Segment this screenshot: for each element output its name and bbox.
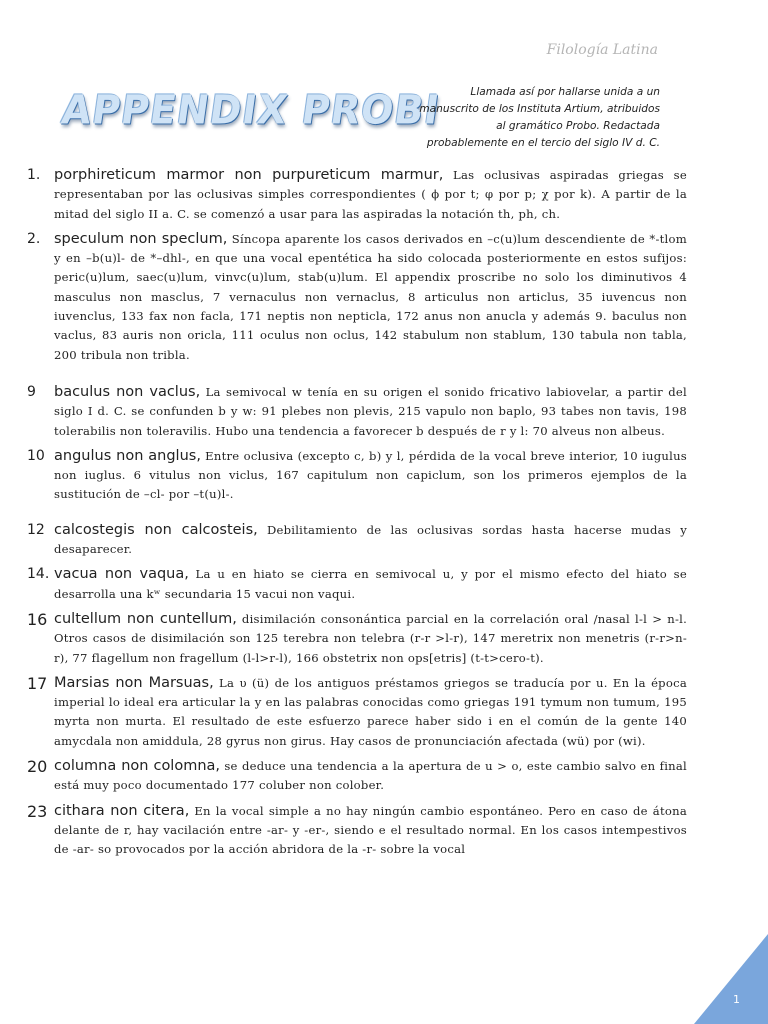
entry-headword: Marsias non Marsuas, [54,674,214,691]
entry-number: 1. [27,167,41,183]
entry-number: 2. [27,230,41,247]
entry-number: 10 [27,447,45,464]
entry-text: La semivocal w tenía en su origen el sonido fricativo labiovelar, a partir del siglo I d. C. se confunden b y w: 91 plebes non plevis, 215 vapulo non baplo, 93 tabes non tavis, 198 tolerabilis non toleravilis. Hubo una tendencia a favorecer b después de r y l: 70 alveus non albeus. [54,384,688,438]
entry-body [54,674,687,751]
entry [27,802,687,860]
entry-headword: angulus non anglus, [54,447,201,464]
entry-text: Entre oclusiva (excepto c, b) y l, pérdida de la vocal breve interior, 10 iugulus non iuglus. 6 vitulus non viclus, 167 capitulum non capiclum, son los primeros ejemplos de la sustitución de –cl- por –t(u)l-. [54,448,687,502]
document-title: APPENDIX PROBI [58,86,443,134]
entry-number: 12 [27,521,45,538]
intro-line: al gramático Probo. Redactada [496,120,660,132]
entry [27,565,687,604]
page-corner-decoration [694,934,768,1024]
entry-number: 17 [27,673,48,693]
entry-number: 9 [27,383,36,400]
entry-body [54,447,687,505]
entry-text: Debilitamiento de las oclusivas sordas hasta hacerse mudas y desaparecer. [54,522,688,557]
entry-headword: vacua non vaqua, [54,566,189,583]
entry [27,447,687,505]
entry-headword: columna non colomna, [54,758,221,775]
entry-body [54,230,687,365]
entry-number: 20 [27,757,48,777]
running-header: Filología Latina [546,42,658,58]
entry-headword: speculum non speclum, [54,230,228,247]
intro-line: Llamada así por hallarse unida a un [470,86,660,98]
intro-note [360,84,660,152]
entry-headword: porphireticum marmor non purpureticum marmur, [54,167,444,183]
entry-body [54,565,687,604]
entry [27,166,687,224]
entry [27,757,687,796]
entry-headword: calcostegis non calcosteis, [54,521,258,538]
entry [27,383,687,441]
entry-headword: cithara non citera, [54,802,190,819]
entry [27,521,687,560]
entry-body [54,521,687,560]
entry-body [54,166,687,224]
entry-number: 16 [27,609,48,629]
entry-text: Las oclusivas aspiradas griegas se representaban por las oclusivas simples correspondientes ( ϕ por t; φ por p; χ por k). A partir de la mitad del siglo II a. C. se comenzó a usar para las aspiradas la notación th, ph, ch. [54,168,687,221]
entries-list [27,166,687,866]
entry-number: 14. [27,566,50,583]
entry-number: 23 [27,801,48,821]
entry-body [54,757,687,796]
intro-line: manuscrito de los Instituta Artium, atribuidos [419,103,660,115]
entry-text: La υ (ü) de los antiguos préstamos griegos se traducía por u. En la época imperial lo ideal era articular la y en las palabras conocidas como griegas 191 tymum non tumum, 195 myrta non murta. El resultado de este esfuerzo parece haber sido i en el común de la gente 140 amycdala non amiddula, 28 gyrus non girus. Hay casos de pronunciación afectada (wü) por (wi). [54,675,687,748]
entry [27,610,687,668]
entry-text: se deduce una tendencia a la apertura de u > o, este cambio salvo en final está muy poco documentado 177 coluber non colober. [54,759,687,793]
entry-body [54,802,687,860]
entry-headword: cultellum non cuntellum, [54,610,237,627]
entry-body [54,383,687,441]
entry-text: disimilación consonántica parcial en la correlación oral /nasal l-l > n-l. Otros casos de disimilación son 125 terebra non telebra (r-r >l-r), 147 meretrix non menetris (r-r>n-r), 77 flagellum non fragellum (l-l>r-l), 166 obstetrix non ops[etris] (t-t>cero-t). [54,611,688,665]
page-number: 1 [733,993,740,1006]
intro-line: probablemente en el tercio del siglo IV d. C. [426,137,660,149]
entry [27,230,687,365]
entry-body [54,610,687,668]
entry-text: En la vocal simple a no hay ningún cambio espontáneo. Pero en caso de átona delante de r, hay vacilación entre -ar- y -er-, siendo e el resultado normal. En los casos intempestivos de -ar- so provocados por la acción abridora de la -r- sobre la vocal [54,803,687,857]
entry-text: Síncopa aparente los casos derivados en –c(u)lum descendiente de *-tlom y en –b(u)l- de *–dhl-, en que una vocal epentética ha sido colocada posteriormente en estos sufijos: peric(u)lum, saec(u)lum, vinvc(u)lum, stab(u)lum. El appendix proscribe no solo los diminutivos 4 masculus non masclus, 7 vernaculus non vernaclus, 8 articulus non articlus, 35 iuvencus non iuvenclus, 133 fax non facla, 171 neptis non nepticla, 172 anus non anucla y además 9. baculus non vaclus, 83 auris non oricla, 111 oculus non oclus, 142 stabulum non stablum, 130 tabula non tabla, 200 tribula non tribla. [54,231,687,362]
entry [27,674,687,751]
entry-text: La u en hiato se cierra en semivocal u, y por el mismo efecto del hiato se desarrolla una kʷ secundaria 15 vacui non vaqui. [54,567,687,601]
entry-headword: baculus non vaclus, [54,383,201,400]
